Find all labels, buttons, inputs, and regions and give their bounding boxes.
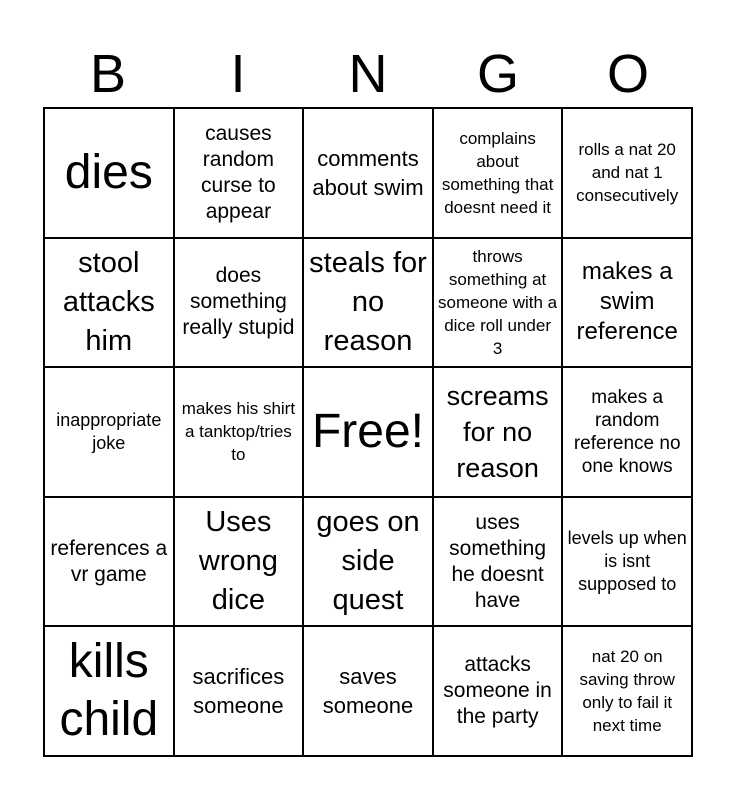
bingo-cell[interactable] [434, 498, 564, 628]
bingo-cell[interactable] [175, 627, 305, 757]
cell-text: makes his shirt a tanktop/tries to [181, 399, 296, 465]
bingo-cell[interactable] [563, 109, 693, 239]
bingo-header [43, 40, 693, 108]
free-space-cell[interactable] [304, 368, 434, 498]
bingo-cell[interactable] [45, 109, 175, 239]
cell-text: steals for no reason [309, 246, 427, 357]
bingo-board [43, 107, 693, 757]
bingo-cell[interactable] [175, 368, 305, 498]
bingo-cell[interactable] [434, 239, 564, 369]
bingo-cell[interactable] [563, 498, 693, 628]
header-letter-i: I [230, 44, 246, 104]
cell-text: inappropriate joke [56, 409, 162, 453]
bingo-cell[interactable] [175, 109, 305, 239]
bingo-cell[interactable] [175, 239, 305, 369]
bingo-cell[interactable] [563, 239, 693, 369]
cell-text: uses something he doesnt have [449, 510, 547, 612]
cell-text: attacks someone in the party [443, 653, 552, 729]
bingo-cell[interactable] [563, 627, 693, 757]
bingo-cell[interactable] [304, 109, 434, 239]
cell-text: levels up when is isnt supposed to [567, 528, 687, 595]
cell-text: comments about swim [312, 145, 424, 200]
header-letter-n: N [348, 44, 388, 104]
cell-text: sacrifices someone [192, 664, 285, 719]
cell-text: Uses wrong dice [198, 506, 278, 617]
bingo-cell[interactable] [304, 239, 434, 369]
cell-text: dies [64, 145, 153, 199]
bingo-cell[interactable] [45, 498, 175, 628]
bingo-cell[interactable] [175, 498, 305, 628]
header-letter-g: G [476, 44, 519, 104]
cell-text: causes random curse to appear [201, 121, 276, 223]
cell-text: screams for no reason [446, 380, 549, 483]
bingo-cell[interactable] [304, 627, 434, 757]
bingo-cell[interactable] [563, 368, 693, 498]
cell-text: makes a random reference no one knows [573, 386, 681, 477]
bingo-cell[interactable] [434, 109, 564, 239]
cell-text: nat 20 on saving throw only to fail it next time [579, 647, 675, 736]
cell-text: makes a swim reference [576, 258, 678, 346]
cell-text: throws something at someone with a dice roll under 3 [438, 246, 558, 358]
cell-text: does something really stupid [182, 264, 295, 340]
bingo-cell[interactable] [45, 627, 175, 757]
header-letter-b: B [89, 44, 127, 104]
cell-text: stool attacks him [62, 246, 155, 357]
free-space-text: Free! [311, 404, 424, 458]
cell-text: kills child [59, 635, 159, 747]
bingo-cell[interactable] [434, 627, 564, 757]
bingo-cell[interactable] [304, 498, 434, 628]
cell-text: goes on side quest [316, 506, 420, 617]
cell-text: complains about something that doesnt need it [441, 128, 554, 217]
bingo-cell[interactable] [45, 368, 175, 498]
cell-text: saves someone [322, 664, 414, 719]
cell-text: rolls a nat 20 and nat 1 consecutively [576, 140, 679, 206]
header-letter-o: O [606, 44, 649, 104]
bingo-cell[interactable] [45, 239, 175, 369]
bingo-cell[interactable] [434, 368, 564, 498]
cell-text: references a vr game [50, 536, 168, 586]
